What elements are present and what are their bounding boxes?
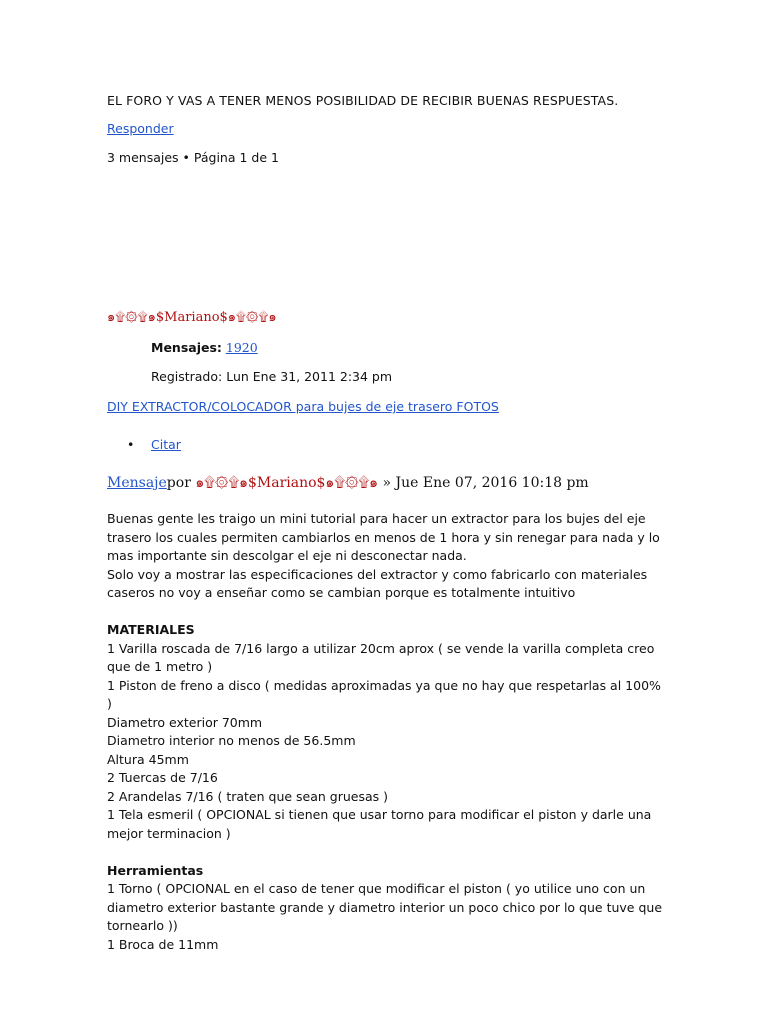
topic-title-link[interactable]: DIY EXTRACTOR/COLOCADOR para bujes de eje trasero FOTOS xyxy=(107,399,499,414)
list-item: Diametro interior no menos de 56.5mm xyxy=(107,733,356,748)
materials-heading: MATERIALES xyxy=(107,622,195,637)
pagination-info: 3 mensajes • Página 1 de 1 xyxy=(107,150,279,165)
list-item: Diametro exterior 70mm xyxy=(107,714,263,730)
message-link[interactable]: Mensaje xyxy=(107,475,167,491)
forum-notice: EL FORO Y VAS A TENER MENOS POSIBILIDAD DE RECIBIR BUENAS RESPUESTAS. xyxy=(107,93,619,108)
author-post-count xyxy=(151,339,258,358)
list-item: 1 Varilla roscada de 7/16 largo a utilizar 20cm aprox ( se vende la varilla completa creo que de 1 metro ) xyxy=(107,640,655,674)
intro-paragraph-2: Solo voy a mostrar las especificaciones del extractor y como fabricarlo con materiales caseros no voy a enseñar como se cambian porque es totalmente intuitivo xyxy=(107,566,648,600)
author-registered: Registrado: Lun Ene 31, 2011 2:34 pm xyxy=(151,369,393,384)
list-item: 1 Piston de freno a disco ( medidas aproximadas ya que no hay que respetarlas al 100% ) xyxy=(107,677,661,711)
quote-action xyxy=(127,436,181,455)
list-item: 1 Broca de 11mm xyxy=(107,936,219,952)
list-item: 1 Torno ( OPCIONAL en el caso de tener que modificar el piston ( yo utilice uno con un diametro exterior bastante grande y diametro interior un poco chico por lo que tuve que tornearlo )) xyxy=(107,881,663,933)
post-body xyxy=(107,510,667,954)
posts-count-link[interactable]: 1920 xyxy=(225,340,258,355)
tools-heading: Herramientas xyxy=(107,862,204,878)
quote-link[interactable]: Citar xyxy=(151,437,181,452)
post-meta xyxy=(107,473,589,493)
list-item: 1 Tela esmeril ( OPCIONAL si tienen que usar torno para modificar el piston y darle una mejor terminacion ) xyxy=(107,807,652,841)
post-date: » Jue Ene 07, 2016 10:18 pm xyxy=(378,475,589,491)
author-name[interactable]: ๑۩۞۩๑$Mariano$๑۩۞۩๑ xyxy=(107,310,277,325)
intro-paragraph-1: Buenas gente les traigo un mini tutorial para hacer un extractor para los bujes del eje trasero los cuales permiten cambiarlos en menos de 1 hora y sin renegar para nada y lo mas importante sin descolgar el eje ni desconectar nada. xyxy=(107,511,660,563)
post-author[interactable]: ๑۩۞۩๑$Mariano$๑۩۞۩๑ xyxy=(195,475,379,491)
list-item: 2 Tuercas de 7/16 xyxy=(107,770,218,785)
list-item: 2 Arandelas 7/16 ( traten que sean gruesas ) xyxy=(107,788,389,804)
bullet-icon: • xyxy=(127,437,135,452)
by-label: por xyxy=(166,475,196,491)
list-item: Altura 45mm xyxy=(107,751,189,767)
reply-link[interactable]: Responder xyxy=(107,121,174,136)
posts-label: Mensajes: xyxy=(151,340,222,355)
